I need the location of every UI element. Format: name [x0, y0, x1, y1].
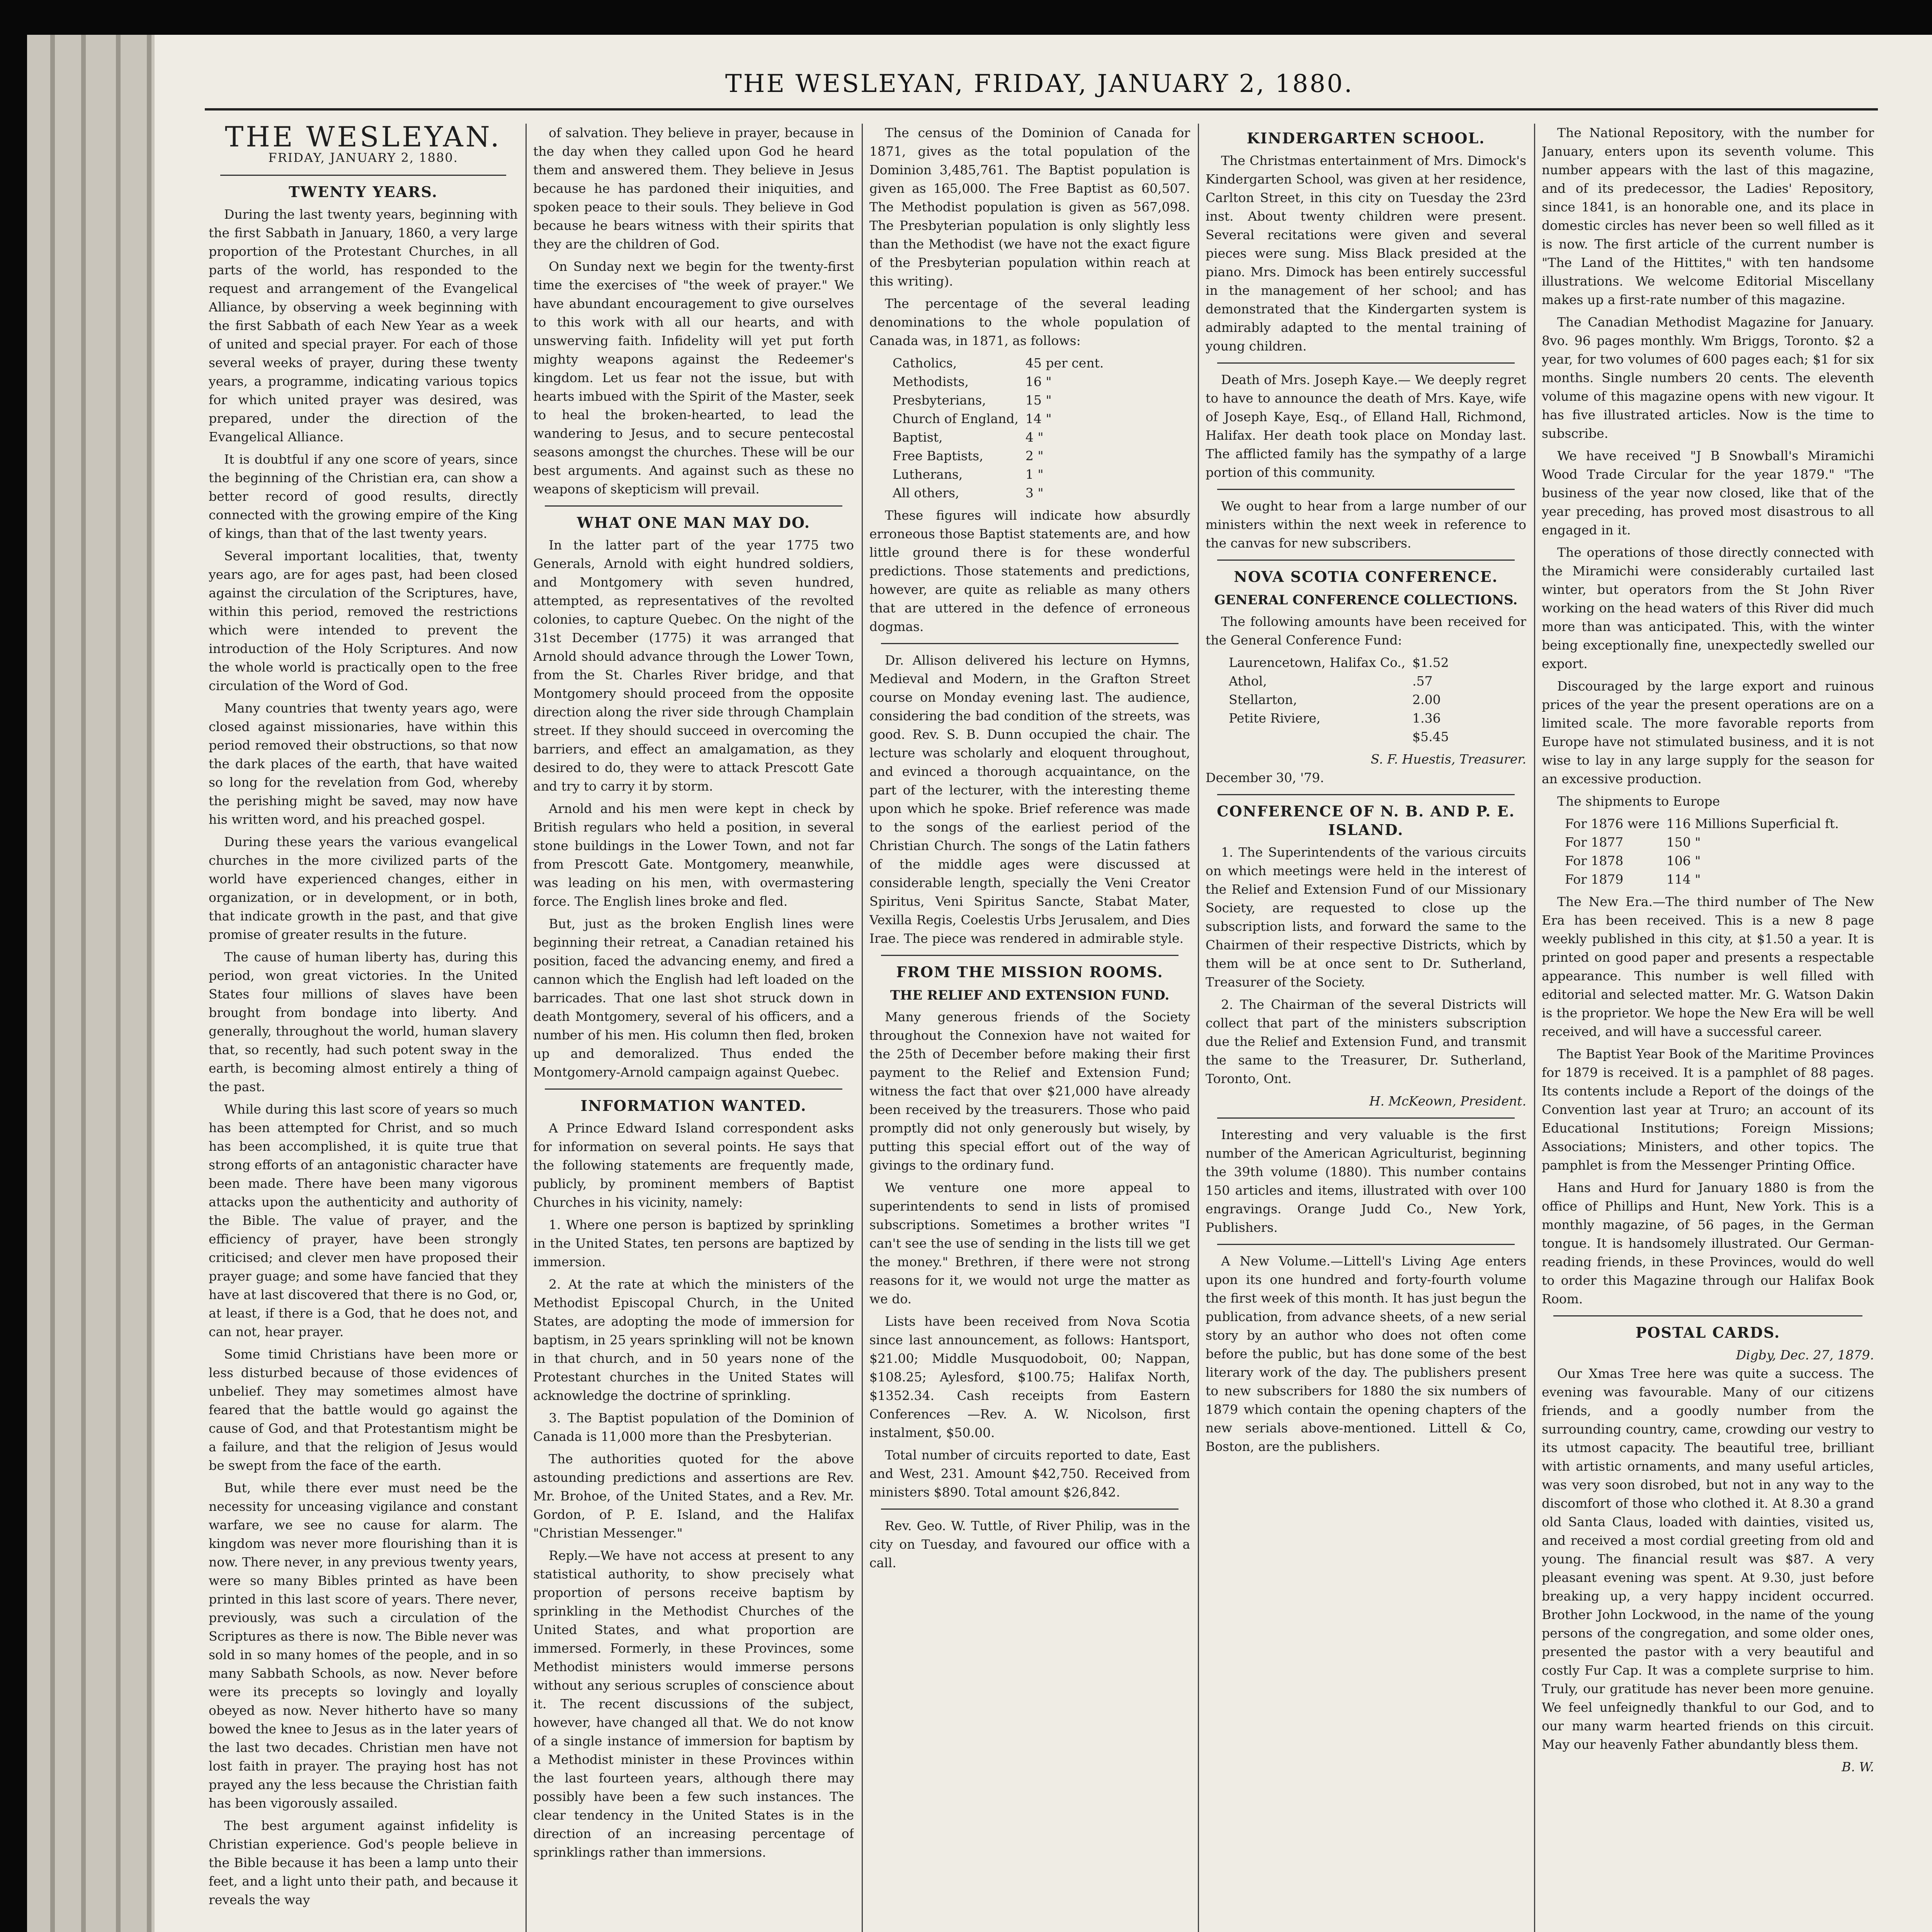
dateline: December 30, '79. [1206, 770, 1324, 785]
article-heading: TWENTY YEARS. [289, 183, 438, 201]
paragraph: Rev. Geo. W. Tuttle, of River Philip, was in the city on Tuesday, and favoured our office with a call. [869, 1518, 1190, 1570]
paragraph: Many countries that twenty years ago, were closed against missionaries, have within this period removed their obstructions, so that now the dark places of the earth, that have waited so long for the revelation from God, whereby the perishing might be saved, may now have his written word, and his preached gospel. [209, 701, 518, 827]
paragraph: The census of the Dominion of Canada for 1871, gives as the total population of the Dominion 3,485,761. The Baptist population is given as 165,000. The Free Baptist as 60,507. The Methodist population is given as 567,098. The Presbyterian population is only slightly less than the Methodist (we have not the exact figure of the Presbyterian population within reach at this writing). [869, 125, 1190, 289]
signature: H. McKeown, President. [1369, 1094, 1526, 1109]
paragraph: Many generous friends of the Society throughout the Connexion have not waited for the 25th of December before making their first payment to the Relief and Extension Fund; witness the fact that over $21,000 have already been received by the treasurers. Those who paid promptly did not only generously but wisely, by putting this special effort out of the way of givings to the ordinary fund. [869, 1009, 1190, 1173]
paragraph: While during this last score of years so much has been attempted for Christ, and so much has been accomplished, it is quite true that strong efforts of an antagonistic character have been made. There have been many vigorous attacks upon the authenticity and authority of the Bible. The value of prayer, and the efficiency of prayer, have been strongly criticised; and clever men have proposed their prayer guage; and some have fancied that they have at last discovered that there is no God, or, at least, if there is a God, that he does not, and can not, hear prayer. [209, 1102, 518, 1339]
table-row: Laurencetown, Halifax Co., $1.52 [1229, 655, 1449, 670]
divider [545, 1088, 842, 1090]
divider [1217, 1117, 1515, 1119]
paragraph: The following amounts have been received for the General Conference Fund: [1206, 614, 1526, 648]
paragraph: The best argument against infidelity is Christian experience. God's people believe in the Bible because it has been a lamp unto their feet, and a light unto their path, and because it reveals the way [209, 1818, 518, 1907]
table-row: Methodists, 16 " [893, 374, 1052, 389]
divider [220, 175, 506, 176]
paragraph: A New Volume.—Littell's Living Age enters upon its one hundred and forty-fourth volume the first week of this month. It has just begun the publication, from advance sheets, of a new serial story by an author who does not often come before the public, but has done some of the best literary work of the day. The publishers present to new subscribers for 1880 the six numbers of 1879 which contain the opening chapters of the new serials above-mentioned. Littell & Co, Boston, are the publishers. [1206, 1253, 1526, 1454]
paragraph: The authorities quoted for the above astounding predictions and assertions are Rev. Mr. Brohoe, of the United States, and a Rev. Mr. Gordon, of P. E. Island, and the Halifax "Christian Messenger." [533, 1451, 854, 1541]
table-row: All others, 3 " [893, 485, 1044, 500]
paragraph: 3. The Baptist population of the Dominion of Canada is 11,000 more than the Presbyterian. [533, 1410, 854, 1444]
paragraph: But, while there ever must need be the necessity for unceasing vigilance and constant warfare, we see no cause for alarm. The kingdom was never more flourishing than it is now. There never, in any previous twenty years, were so many Bibles printed as have been printed in this last score of years. There never, previously, was such a circulation of the Scriptures as there is now. The Bible never was sold in so many homes of the people, and in so many Sabbath Schools, as now. Never before were its precepts so lovingly and loyally obeyed as now. Never hitherto have so many bowed the knee to Jesus as in the later years of the last two decades. Christian men have not lost faith in prayer. The praying host has not prayed any the less because the Christian faith has been vigorously assailed. [209, 1480, 518, 1811]
divider [1553, 1315, 1862, 1316]
column-rule [1198, 124, 1199, 1932]
paragraph: Some timid Christians have been more or less disturbed because of those evidences of unbelief. They may sometimes almost have feared that the battle would go against the cause of God, and that Protestantism might be a failure, and that the religion of Jesus would be swept from the face of the earth. [209, 1347, 518, 1473]
signature: B. W. [1842, 1759, 1874, 1774]
article-subheading: THE RELIEF AND EXTENSION FUND. [890, 988, 1170, 1003]
paragraph: Dr. Allison delivered his lecture on Hymns, Medieval and Modern, in the Grafton Street course on Monday evening last. The audience, considering the bad condition of the streets, was good. Rev. S. B. Dunn occupied the chair. The lecture was scholarly and eloquent throughout, and evinced a thorough acquaintance, on the part of the lecturer, with the interesting theme upon which he spoke. Brief reference was made to the songs of the earliest period of the Christian Church. The songs of the Latin fathers of the middle ages were discussed at considerable length, specially the Veni Creator Spiritus, Veni Spiritus Sancte, Stabat Mater, Vexilla Regis, Coelestis Urbs Jerusalem, and Dies Irae. The piece was rendered in admirable style. [869, 653, 1190, 946]
paragraph: The Canadian Methodist Magazine for January. 8vo. 96 pages monthly. Wm Briggs, Toronto. $2 a year, for two volumes of 600 pages each; $1 for six months. Single numbers 20 cents. The eleventh volume of this magazine opens with new vigour. It has five illustrated articles. Now is the time to subscribe. [1542, 315, 1874, 441]
newspaper-page [155, 35, 1932, 1932]
column-3 [869, 124, 1190, 1932]
paragraph: Our Xmas Tree here was quite a success. The evening was favourable. Many of our citizens friends, and a goodly number from the surrounding country, came, crowding our vestry to its utmost capacity. The beautiful tree, brilliant with artistic ornaments, and many useful articles, was very soon disrobed, but not in any way to the discomfort of those who clothed it. At 8.30 a grand old Santa Claus, loaded with dainties, visited us, and received a most cordial greeting from old and young. The financial result was $87. A very pleasant evening was spent. At 9.30, just before breaking up, a very happy incident occurred. Brother John Lockwood, in the name of the young persons of the congregation, and some older ones, presented the pastor with a very beautiful and costly Fur Cap. It was a complete surprise to him. Truly, our gratitude has never been more genuine. We feel unfeignedly thankful to our God, and to our many warm hearted friends on this circuit. May our heavenly Father abundantly bless them. [1542, 1366, 1874, 1752]
paragraph: These figures will indicate how absurdly erroneous those Baptist statements are, and how little ground there is for these wonderful predictions. Those statements and predictions, however, are quite as reliable as many others that are uttered in the defence of erroneous dogmas. [869, 508, 1190, 634]
paragraph: Hans and Hurd for January 1880 is from the office of Phillips and Hunt, New York. This is a monthly magazine, of 56 pages, in the German tongue. It is handsomely illustrated. Our German-reading friends, in these Provinces, would do well to order this Magazine through our Halifax Book Room. [1542, 1180, 1874, 1306]
column-5 [1542, 124, 1874, 1932]
divider [881, 1509, 1179, 1510]
paragraph: Reply.—We have not access at present to any statistical authority, to show precisely what proportion of persons receive baptism by sprinkling in the Methodist Churches of the United States, and what proportion are immersed. Formerly, in these Provinces, some Methodist ministers would immerse persons without any serious scruples of conscience about it. The recent discussions of the subject, however, have changed all that. We do not know of a single instance of immersion for baptism by a Methodist minister in these Provinces within the last fourteen years, although there may possibly have been a few such instances. The clear tendency in the United States is in the direction of an increasing percentage of sprinklings rather than immersions. [533, 1548, 854, 1860]
paragraph: 1. Where one person is baptized by sprinkling in the United States, ten persons are baptized by immersion. [533, 1217, 854, 1269]
table-row: Stellarton, 2.00 [1229, 692, 1441, 707]
table-row: Church of England, 14 " [893, 411, 1052, 426]
table-row: Petite Riviere, 1.36 [1229, 711, 1441, 726]
paragraph: Total number of circuits reported to date, East and West, 231. Amount $42,750. Received from ministers $890. Total amount $26,842. [869, 1447, 1190, 1500]
paragraph: The Christmas entertainment of Mrs. Dimock's Kindergarten School, was given at her residence, Carlton Street, in this city on Tuesday the 23rd inst. About twenty children were present. Several recitations were given and several pieces were sung. Miss Black presided at the piano. Mrs. Dimock has been entirely successful in the management of her school; and has demonstrated that the Kindergarten system is admirably adapted to the mental training of young children. [1206, 153, 1526, 354]
divider [1217, 489, 1515, 490]
article-heading: CONFERENCE OF N. B. AND P. E. ISLAND. [1217, 803, 1515, 838]
table-row: For 1878 106 " [1565, 853, 1701, 868]
table-row: Baptist, 4 " [893, 430, 1044, 445]
paragraph: During these years the various evangelical churches in the more civilized parts of the world have experienced changes, either in organization, or in development, or in both, that indicate growth in the past, and that give promise of greater results in the future. [209, 834, 518, 942]
table-row: Lutherans, 1 " [893, 467, 1044, 482]
article-subheading: GENERAL CONFERENCE COLLECTIONS. [1214, 592, 1518, 608]
paragraph: The New Era.—The third number of The New Era has been received. This is a new 8 page weekly published in this city, at $1.50 a year. It is printed on good paper and presents a respectable appearance. This number is well filled with editorial and selected matter. Mr. G. Watson Dakin is the proprietor. We hope the New Era will be well received, and will have a successful career. [1542, 894, 1874, 1039]
table-row: Free Baptists, 2 " [893, 448, 1044, 463]
divider [1217, 560, 1515, 561]
paragraph: 2. The Chairman of the several Districts will collect that part of the ministers subscription due the Relief and Extension Fund, and transmit the same to the Treasurer, Dr. Sutherland, Toronto, Ont. [1206, 997, 1526, 1086]
paragraph: But, just as the broken English lines were beginning their retreat, a Canadian retained his position, faced the advancing enemy, and fired a cannon which the English had left loaded on the barricades. That one last shot struck down in death Montgomery, several of his officers, and a number of his men. His column then fled, broken up and demoralized. Thus ended the Montgomery-Arnold campaign against Quebec. [533, 916, 854, 1080]
divider [545, 505, 842, 507]
article-heading: POSTAL CARDS. [1635, 1324, 1781, 1341]
divider [1217, 794, 1515, 795]
paragraph: We venture one more appeal to superintendents to send in lists of promised subscriptions. Sometimes a brother writes "I can't see the use of sending in the lists till we get the money." Brethren, if there were not strong reasons for it, we would not urge the matter as we do. [869, 1180, 1190, 1306]
dateline: Digby, Dec. 27, 1879. [1736, 1347, 1874, 1362]
paragraph: Several important localities, that, twenty years ago, are for ages past, had been closed against the circulation of the Scriptures, have, within this period, removed the restrictions which were intended to prevent the introduction of the Holy Scriptures. And now the whole world is practically open to the free circulation of the Word of God. [209, 548, 518, 693]
divider [1217, 362, 1515, 364]
paragraph: On Sunday next we begin for the twenty-first time the exercises of "the week of prayer." We have abundant encouragement to give ourselves to this work with all our hearts, and with unswerving faith. Infidelity will yet put forth mighty weapons against the Redeemer's kingdom. Let us fear not the issue, but with hearts imbued with the Spirit of the Master, seek to heal the broken-hearted, to lead the wandering to Jesus, and to secure pentecostal seasons amongst the churches. These will be our best arguments. And against such as these no weapons of skepticism will prevail. [533, 259, 854, 497]
newspaper-scan [27, 35, 1932, 1932]
page-masthead: THE WESLEYAN, FRIDAY, JANUARY 2, 1880. [725, 70, 1354, 98]
article-heading: KINDERGARTEN SCHOOL. [1247, 129, 1485, 147]
paragraph: It is doubtful if any one score of years, since the beginning of the Christian era, can show a better record of good results, directly connected with the growing empire of the King of kings, than that of the last twenty years. [209, 452, 518, 541]
table-row: For 1876 were 116 Millions Superficial ft. [1565, 816, 1839, 831]
paragraph: The National Repository, with the number for January, enters upon its seventh volume. This number appears with the last of this magazine, and of its predecessor, the Ladies' Repository, since 1841, is an honorable one, and its place in domestic circles has never been so well filled as it is now. The first article of the current number is "The Land of the Hittites," with ten handsome illustrations. We welcome Editorial Miscellany makes up a first-rate number of this magazine. [1542, 125, 1874, 307]
paragraph: During the last twenty years, beginning with the first Sabbath in January, 1860, a very large proportion of the Protestant Churches, in all parts of the world, has responded to the request and arrangement of the Evangelical Alliance, by observing a week beginning with the first Sabbath of each New Year as a week of united and special prayer. For each of those several weeks of prayer, during these twenty years, a programme, indicating various topics for which united prayer was desired, was prepared, under the direction of the Evangelical Alliance. [209, 207, 518, 444]
article-heading: WHAT ONE MAN MAY DO. [577, 514, 811, 531]
paragraph: Discouraged by the large export and ruinous prices of the year the present operations are on a limited scale. The more favorable reports from Europe have not stimulated business, and it is not wise to lay in any large supply for the season for an excessive production. [1542, 679, 1874, 786]
paragraph: We ought to hear from a large number of our ministers within the next week in reference to the canvas for new subscribers. [1206, 498, 1526, 551]
table-row: Presbyterians, 15 " [893, 393, 1052, 408]
paragraph: The Baptist Year Book of the Maritime Provinces for 1879 is received. It is a pamphlet of 88 pages. Its contents include a Report of the doings of the Convention last year at Truro; an account of its Educational Institutions; Foreign Missions; Associations; Ministers, and other topics. The pamphlet is from the Messenger Printing Office. [1542, 1046, 1874, 1173]
paragraph: The cause of human liberty has, during this period, won great victories. In the United States four millions of slaves have been brought from bondage into liberty. And generally, throughout the world, human slavery that, so recently, had such potent sway in the earth, is becoming almost entirely a thing of the past. [209, 949, 518, 1094]
article-heading: NOVA SCOTIA CONFERENCE. [1234, 568, 1498, 585]
paper-title: THE WESLEYAN. [225, 124, 502, 153]
masthead-rule [205, 108, 1878, 111]
table-row: Catholics, 45 per cent. [893, 355, 1104, 371]
table-row: Athol, .57 [1229, 673, 1433, 689]
paragraph: The operations of those directly connected with the Miramichi were considerably curtailed last winter, but operators from the St John River working on the head waters of this River did much more than was anticipated. This, with the winter being exceptionally fine, unexpectedly swelled our export. [1542, 545, 1874, 671]
paragraph: The percentage of the several leading denominations to the whole population of Canada was, in 1871, as follows: [869, 296, 1190, 348]
paragraph: In the latter part of the year 1775 two Generals, Arnold with eight hundred soldiers, and Montgomery with seven hundred, attempted, as representatives of the revolted colonies, to capture Quebec. On the night of the 31st December (1775) it was arranged that Arnold should advance through the Lower Town, from the St. Charles River bridge, and that Montgomery should proceed from the opposite direction along the river side through Champlain street. If they should succeed in overcoming the barriers, and effect an amalgamation, as they desired to do, they were to attack Prescott Gate and try to carry it by storm. [533, 537, 854, 794]
paragraph: The shipments to Europe [1557, 794, 1720, 809]
paragraph: of salvation. They believe in prayer, because in the day when they called upon God he heard them and answered them. They believe in Jesus because he has pardoned their iniquities, and spoken peace to their souls. They believe in God because he bears witness with their spirits that they are the children of God. [533, 125, 854, 252]
shipments-table [1565, 815, 1846, 889]
collections-table [1229, 653, 1456, 746]
stacked-page-edges [27, 35, 155, 1932]
article-heading: INFORMATION WANTED. [580, 1097, 807, 1114]
paragraph: Interesting and very valuable is the first number of the American Agriculturist, beginning the 39th volume (1880). This number contains 150 articles and items, illustrated with over 100 engravings. Orange Judd Co., New York, Publishers. [1206, 1127, 1526, 1235]
column-rule [526, 124, 527, 1932]
signature: S. F. Huestis, Treasurer. [1371, 752, 1526, 767]
paragraph: Lists have been received from Nova Scotia since last announcement, as follows: Hantsport, $21.00; Middle Musquodoboit, 00; Nappan, $108.25; Aylesford, $100.75; Halifax North, $1352.34. Cash receipts from Eastern Conferences —Rev. A. W. Nicolson, first instalment, $50.00. [869, 1314, 1190, 1440]
article-heading: FROM THE MISSION ROOMS. [896, 963, 1163, 981]
table-row: For 1877 150 " [1565, 835, 1701, 850]
paragraph: Death of Mrs. Joseph Kaye.— We deeply regret to have to announce the death of Mrs. Kaye, wife of Joseph Kaye, Esq., of Elland Hall, Richmond, Halifax. Her death took place on Monday last. The afflicted family has the sympathy of a large portion of this community. [1206, 372, 1526, 480]
paragraph: A Prince Edward Island correspondent asks for information on several points. He says that the following statements are frequently made, publicly, by prominent members of Baptist Churches in his vicinity, namely: [533, 1121, 854, 1210]
paragraph: We have received "J B Snowball's Miramichi Wood Trade Circular for the year 1879." "The business of the year now closed, like that of the year preceding, has proved most disastrous to all engaged in it. [1542, 448, 1874, 537]
column-rule [862, 124, 863, 1932]
column-2 [533, 124, 854, 1932]
divider [1217, 1244, 1515, 1245]
column-4 [1206, 124, 1526, 1932]
paragraph: 2. At the rate at which the ministers of the Methodist Episcopal Church, in the United States, are adopting the mode of immersion for baptism, in 25 years sprinkling will not be known in that church, and in 50 years none of the Protestant churches in the United States will acknowledge the doctrine of sprinkling. [533, 1277, 854, 1403]
divider [881, 643, 1179, 644]
denomination-table [893, 354, 1111, 502]
column-1 [209, 124, 518, 1932]
paragraph: 1. The Superintendents of the various circuits on which meetings were held in the interest of the Relief and Extension Fund of our Missionary Society, are requested to close up the subscription lists, and forward the same to the Chairmen of their respective Districts, which by them will be at once sent to Dr. Sutherland, Treasurer of the Society. [1206, 845, 1526, 990]
paper-date: FRIDAY, JANUARY 2, 1880. [268, 150, 458, 165]
paragraph: Arnold and his men were kept in check by British regulars who held a position, in several stone buildings in the Lower Town, and not far from Prescott Gate. Montgomery, meanwhile, was leading on his men, with overmastering force. The English lines broke and fled. [533, 801, 854, 909]
column-rule [1534, 124, 1535, 1932]
divider [881, 955, 1179, 956]
table-row: For 1879 114 " [1565, 872, 1701, 887]
table-row: $5.45 [1412, 729, 1449, 744]
